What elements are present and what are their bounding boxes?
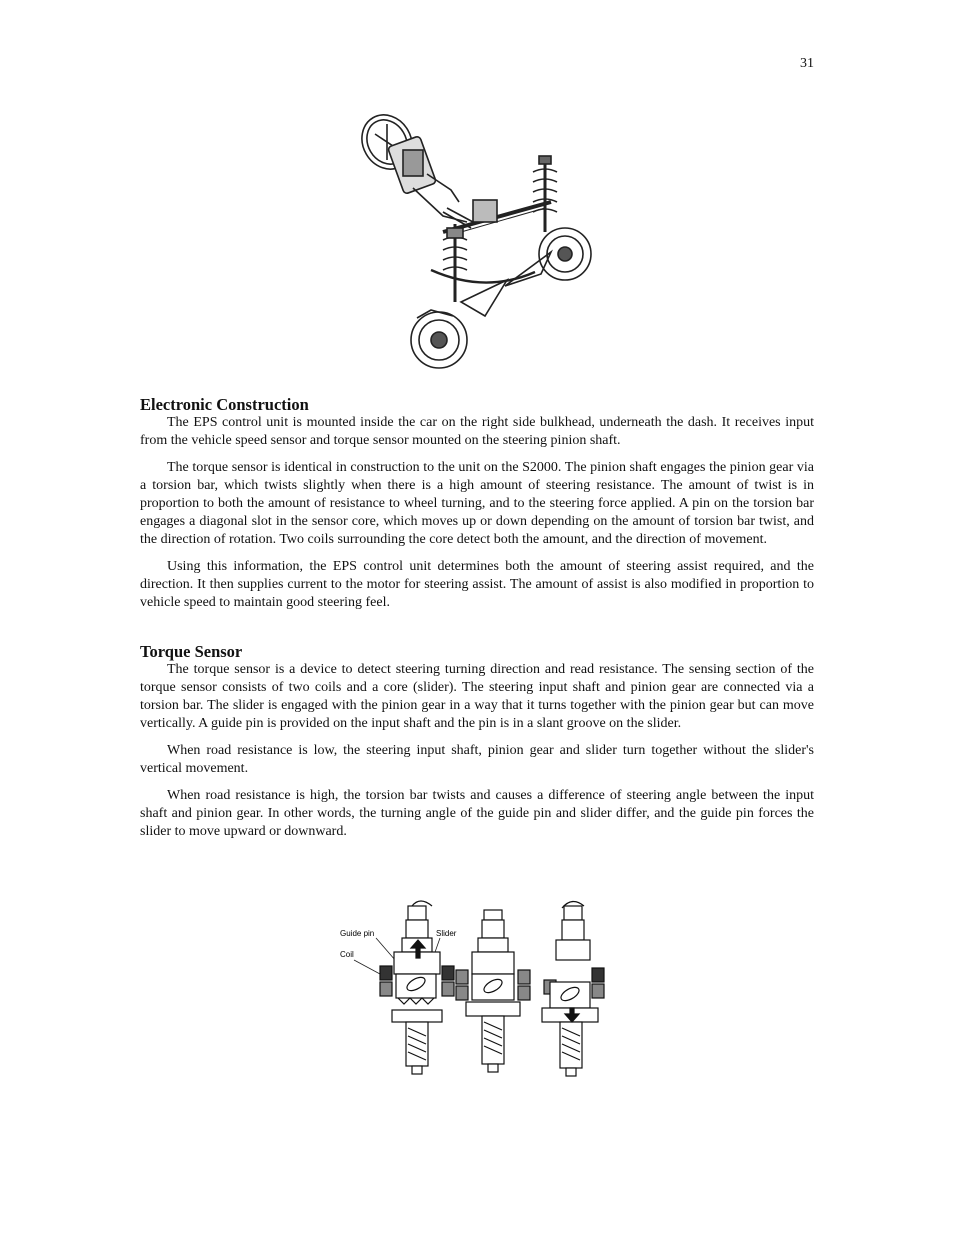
sensor-unit-1 [380,901,454,1074]
paragraph: When road resistance is low, the steering input shaft, pinion gear and slider turn together without the slider's vertical movement. [140,743,814,776]
torque-sensor-diagram [336,898,618,1080]
steering-suspension-illustration [355,104,595,376]
section-heading: Electronic Construction [140,395,309,414]
slider-label: Slider [436,929,457,938]
coil-label: Coil [340,950,354,959]
sensor-unit-3 [542,901,604,1076]
page-number: 31 [800,56,814,71]
paragraph: The EPS control unit is mounted inside the car on the right side bulkhead, underneath the dash. It receives input from the vehicle speed sensor and torque sensor mounted on the steering pinion shaft. [140,415,814,448]
paragraph: The torque sensor is a device to detect steering turning direction and read resistance. The sensing section of the torque sensor consists of two coils and a core (slider). The steering input shaft and pinion gear are connected via a torsion bar. The slider is engaged with the pinion gear in a way that it turns together with the pinion gear but can move vertically. A guide pin is provided on the input shaft and the pin is in a slant groove on the slider. [140,662,814,731]
section-heading: Torque Sensor [140,642,243,661]
guide-pin-label: Guide pin [340,929,375,938]
paragraph: Using this information, the EPS control unit determines both the amount of steering assist required, and the direction. It then supplies current to the motor for steering assist. The amount of assist is also modified in proportion to vehicle speed to maintain good steering feel. [140,559,814,610]
sensor-unit-2 [456,910,530,1072]
section-torque-sensor [140,642,814,841]
section-electronic-construction [140,395,814,612]
paragraph: The torque sensor is identical in construction to the unit on the S2000. The pinion shaft engages the pinion gear via a torsion bar, which twists slightly when there is a high amount of steering resistance. The amount of twist is in proportion to both the amount of resistance to wheel turning, and to the steering force applied. A pin on the torsion bar engages a diagonal slot in the sensor core, which moves up or down depending on the amount of torsion bar twist, and the direction of rotation. Two coils surrounding the core detect both the amount, and the direction of movement. [140,460,814,547]
paragraph: When road resistance is high, the torsion bar twists and causes a difference of steering angle between the input shaft and pinion gear. In other words, the turning angle of the guide pin and slider differ, and the guide pin forces the slider to move upward or downward. [140,788,814,839]
main-content [140,395,814,850]
